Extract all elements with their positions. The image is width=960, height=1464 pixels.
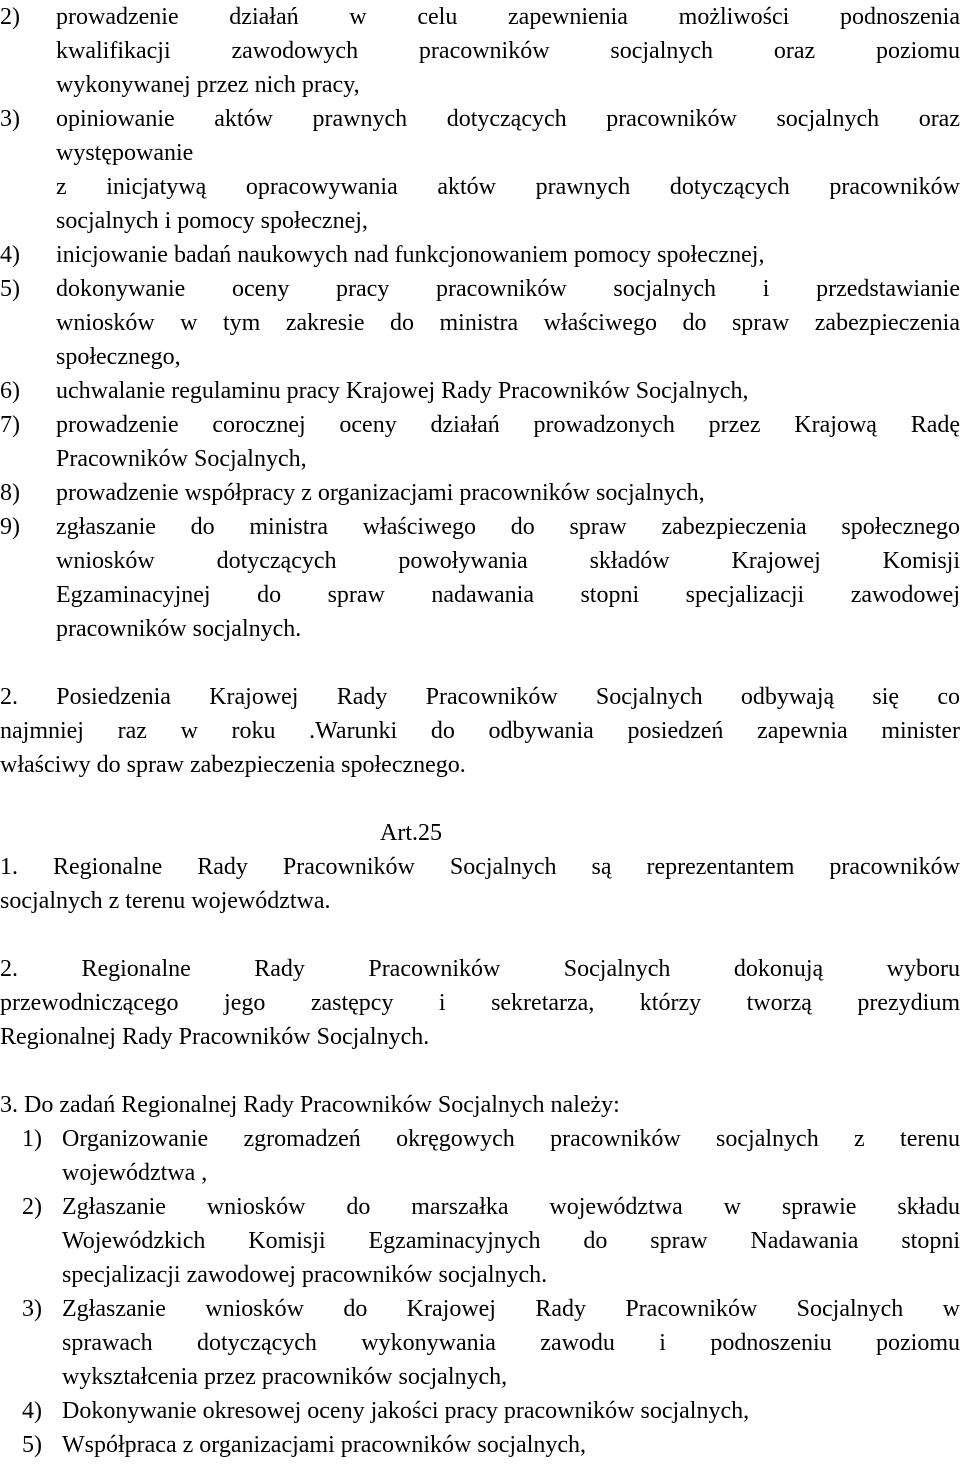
list-item-text: Pracowników Socjalnych, [56, 446, 307, 472]
list-item-text: z inicjatywą opracowywania aktów prawnych dotyczących pracowników [56, 174, 960, 200]
list-number: 4) [0, 242, 20, 268]
list-item-text: uchwalanie regulaminu pracy Krajowej Rady Pracowników Socjalnych, [56, 378, 749, 404]
list-item-text: wykształcenia przez pracowników socjalnych, [62, 1364, 508, 1390]
paragraph-line: najmniej raz w roku .Warunki do odbywania posiedzeń zapewnia minister [0, 718, 960, 744]
list-item-text: prowadzenie corocznej oceny działań prowadzonych przez Krajową Radę [56, 412, 960, 438]
list-item-text: Zgłaszanie wniosków do Krajowej Rady Pracowników Socjalnych w [62, 1296, 960, 1322]
paragraph-intro: 3. Do zadań Regionalnej Rady Pracowników Socjalnych należy: [0, 1092, 620, 1118]
paragraph-line: 1. Regionalne Rady Pracowników Socjalnych są reprezentantem pracowników [0, 854, 960, 880]
list-number: 5) [22, 1432, 42, 1458]
paragraph-line: Regionalnej Rady Pracowników Socjalnych. [0, 1024, 430, 1050]
paragraph-line: przewodniczącego jego zastępcy i sekretarza, którzy tworzą prezydium [0, 990, 960, 1016]
list-item-text: dokonywanie oceny pracy pracowników socjalnych i przedstawianie [56, 276, 960, 302]
list-number: 4) [22, 1398, 42, 1424]
paragraph-line: 2. Posiedzenia Krajowej Rady Pracowników Socjalnych odbywają się co [0, 684, 960, 710]
list-item-text: Współpraca z organizacjami pracowników socjalnych, [62, 1432, 587, 1458]
list-item-text: Egzaminacyjnej do spraw nadawania stopni specjalizacji zawodowej [56, 582, 960, 608]
list-number: 6) [0, 378, 20, 404]
list-number: 9) [0, 514, 20, 540]
list-item-text: prowadzenie działań w celu zapewnienia możliwości podnoszenia [56, 4, 960, 30]
list-number: 5) [0, 276, 20, 302]
list-item-text: Zgłaszanie wniosków do marszałka województwa w sprawie składu [62, 1194, 960, 1220]
list-item-text: województwa , [62, 1160, 208, 1186]
list-item-text: pracowników socjalnych. [56, 616, 302, 642]
list-item-text: inicjowanie badań naukowych nad funkcjonowaniem pomocy społecznej, [56, 242, 765, 268]
list-item-text: prowadzenie współpracy z organizacjami pracowników socjalnych, [56, 480, 705, 506]
list-item-text: opiniowanie aktów prawnych dotyczących pracowników socjalnych oraz [56, 106, 960, 132]
list-item-text: kwalifikacji zawodowych pracowników socjalnych oraz poziomu [56, 38, 960, 64]
list-number: 3) [0, 106, 20, 132]
list-number: 2) [0, 4, 20, 30]
list-number: 7) [0, 412, 20, 438]
list-item-text: socjalnych i pomocy społecznej, [56, 208, 368, 234]
paragraph-line: 2. Regionalne Rady Pracowników Socjalnych dokonują wyboru [0, 956, 960, 982]
list-item-text: Wojewódzkich Komisji Egzaminacyjnych do spraw Nadawania stopni [62, 1228, 960, 1254]
list-item-text: wniosków dotyczących powoływania składów Krajowej Komisji [56, 548, 960, 574]
list-number: 2) [22, 1194, 42, 1220]
list-number: 3) [22, 1296, 42, 1322]
list-number: 8) [0, 480, 20, 506]
list-item-text: występowanie [56, 140, 194, 166]
paragraph-line: socjalnych z terenu województwa. [0, 888, 331, 914]
list-item-text: wniosków w tym zakresie do ministra właściwego do spraw zabezpieczenia [56, 310, 960, 336]
list-number: 1) [22, 1126, 42, 1152]
list-item-text: Dokonywanie okresowej oceny jakości pracy pracowników socjalnych, [62, 1398, 750, 1424]
list-item-text: sprawach dotyczących wykonywania zawodu i podnoszeniu poziomu [62, 1330, 960, 1356]
paragraph-line: właściwy do spraw zabezpieczenia społecznego. [0, 752, 466, 778]
list-item-text: wykonywanej przez nich pracy, [56, 72, 360, 98]
list-item-text: zgłaszanie do ministra właściwego do spraw zabezpieczenia społecznego [56, 514, 960, 540]
article-heading: Art.25 [380, 820, 442, 846]
list-item-text: społecznego, [56, 344, 181, 370]
list-item-text: specjalizacji zawodowej pracowników socjalnych. [62, 1262, 548, 1288]
list-item-text: Organizowanie zgromadzeń okręgowych pracowników socjalnych z terenu [62, 1126, 960, 1152]
